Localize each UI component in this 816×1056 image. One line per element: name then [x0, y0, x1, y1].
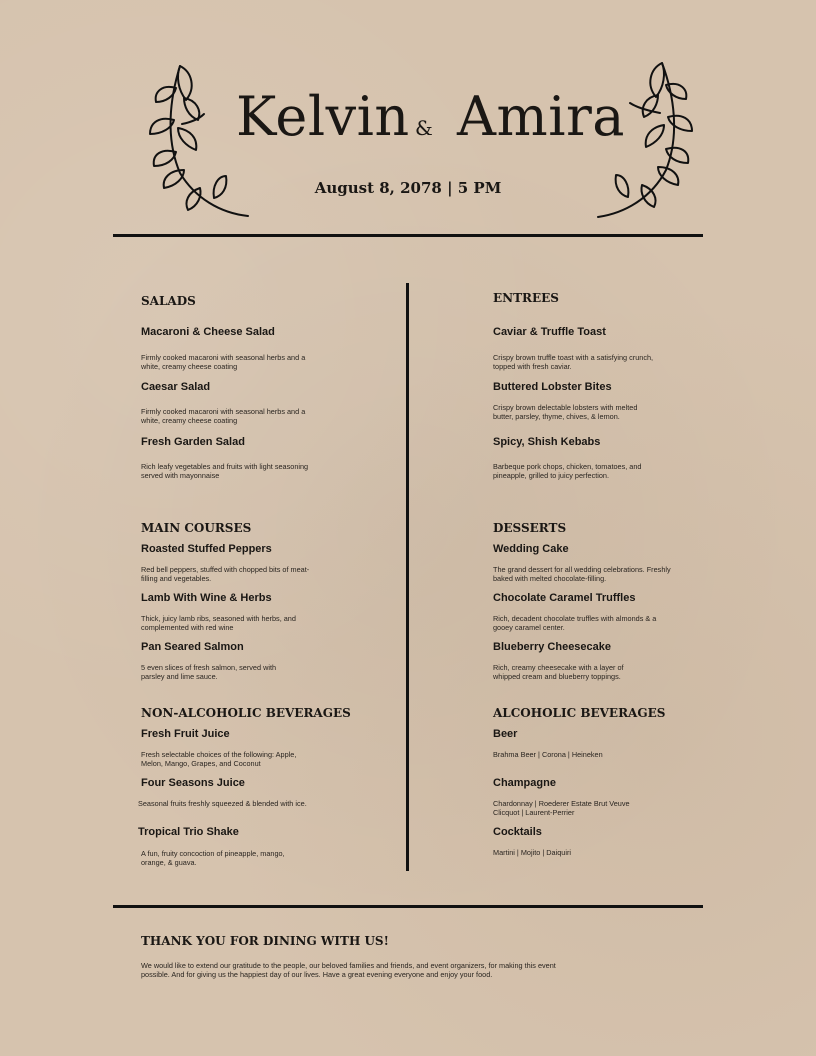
menu-item-title: Spicy, Shish Kebabs	[493, 436, 601, 448]
menu-item-title: Pan Seared Salmon	[141, 641, 244, 653]
menu-item-desc: Seasonal fruits freshly squeezed & blended with ice.	[138, 799, 307, 808]
menu-item-title: Macaroni & Cheese Salad	[141, 326, 275, 338]
section-heading-salads: SALADS	[141, 294, 196, 308]
menu-item-title: Wedding Cake	[493, 543, 569, 555]
menu-item-desc: Crispy brown delectable lobsters with melted butter, parsley, thyme, chives, & lemon.	[493, 403, 638, 421]
menu-item-desc: Rich leafy vegetables and fruits with light seasoning served with mayonnaise	[141, 462, 309, 480]
menu-item-desc: Brahma Beer | Corona | Heineken	[493, 750, 603, 759]
section-heading-entrees: ENTREES	[493, 291, 559, 305]
menu-item-title: Lamb With Wine & Herbs	[141, 592, 272, 604]
name-left: Kelvin	[236, 85, 410, 148]
top-divider	[113, 234, 703, 237]
menu-item-desc: Red bell peppers, stuffed with chopped bits of meat-filling and vegetables.	[141, 565, 310, 583]
menu-item-desc: Crispy brown truffle toast with a satisfying crunch, topped with fresh caviar.	[493, 353, 654, 371]
section-heading-main-courses: MAIN COURSES	[141, 521, 252, 535]
event-date: August 8, 2078 | 5 PM	[314, 179, 502, 197]
menu-item-desc: Firmly cooked macaroni with seasonal herbs and a white, creamy cheese coating	[141, 407, 306, 425]
section-heading-alcoholic: ALCOHOLIC BEVERAGES	[493, 706, 666, 720]
menu-item-desc: Rich, creamy cheesecake with a layer of whipped cream and blueberry toppings.	[493, 663, 624, 681]
thanks-heading: THANK YOU FOR DINING WITH US!	[141, 934, 389, 948]
menu-item-title: Caviar & Truffle Toast	[493, 326, 606, 338]
menu-item-desc: Firmly cooked macaroni with seasonal herbs and a white, creamy cheese coating	[141, 353, 306, 371]
menu-item-title: Chocolate Caramel Truffles	[493, 592, 636, 604]
menu-item-title: Caesar Salad	[141, 381, 211, 393]
menu-item-desc: The grand dessert for all wedding celebrations. Freshly baked with melted chocolate-filling.	[493, 565, 671, 583]
menu-item-title: Beer	[493, 728, 518, 740]
name-right: Amira	[457, 85, 625, 148]
menu-item-desc: Chardonnay | Roederer Estate Brut Veuve Clicquot | Laurent-Perrier	[493, 799, 630, 817]
menu-item-title: Buttered Lobster Bites	[493, 381, 612, 393]
section-heading-desserts: DESSERTS	[493, 521, 567, 535]
menu-item-title: Roasted Stuffed Peppers	[141, 543, 272, 555]
section-heading-non-alcoholic: NON-ALCOHOLIC BEVERAGES	[141, 706, 351, 720]
menu-item-desc: Barbeque pork chops, chicken, tomatoes, and pineapple, grilled to juicy perfection.	[493, 462, 642, 480]
menu-item-desc: Martini | Mojito | Daiquiri	[493, 848, 571, 857]
menu-item-title: Blueberry Cheesecake	[493, 641, 612, 653]
menu-item-desc: Thick, juicy lamb ribs, seasoned with herbs, and complemented with red wine	[141, 614, 296, 632]
menu-item-title: Champagne	[493, 777, 556, 789]
menu-item-title: Fresh Fruit Juice	[141, 728, 230, 740]
menu-item-desc: Rich, decadent chocolate truffles with almonds & a gooey caramel center.	[493, 614, 657, 632]
menu-item-title: Cocktails	[493, 826, 542, 838]
bottom-divider	[113, 905, 703, 908]
menu-item-title: Four Seasons Juice	[141, 777, 245, 789]
ampersand: &	[415, 116, 433, 140]
thanks-message: We would like to extend our gratitude to the people, our beloved families and friends, and event organizers, for making this event possible. And for giving us the happiest day of our lives. Have a great evening everyone and enjoy your food.	[141, 961, 556, 979]
column-divider	[406, 283, 409, 871]
menu-item-title: Fresh Garden Salad	[141, 436, 245, 448]
menu-item-title: Tropical Trio Shake	[138, 826, 239, 838]
menu-item-desc: Fresh selectable choices of the following: Apple, Melon, Mango, Grapes, and Coconut	[141, 750, 297, 768]
menu-item-desc: A fun, fruity concoction of pineapple, mango, orange, & guava.	[141, 849, 285, 867]
menu-item-desc: 5 even slices of fresh salmon, served with parsley and lime sauce.	[141, 663, 277, 681]
